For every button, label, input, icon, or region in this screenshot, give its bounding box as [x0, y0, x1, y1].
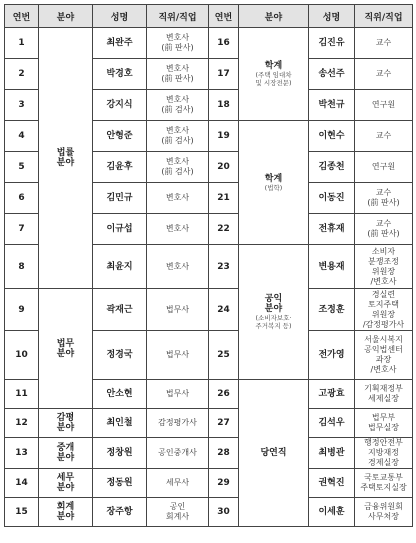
- member-role: 변호사 (前 검사): [147, 90, 209, 121]
- member-name: 이세훈: [309, 498, 355, 527]
- member-name: 안소현: [93, 380, 147, 409]
- table-row: [5, 469, 413, 498]
- header-field-right: 분야: [239, 5, 309, 28]
- header-row: [5, 5, 413, 28]
- member-role: 변호사: [147, 245, 209, 289]
- member-role: 공인 회계사: [147, 498, 209, 527]
- field-group: 회계 분야: [39, 498, 93, 527]
- member-name: 이규섭: [93, 214, 147, 245]
- member-role: 법무사: [147, 331, 209, 380]
- row-number: 21: [209, 183, 239, 214]
- member-name: 전가영: [309, 331, 355, 380]
- row-number: 19: [209, 121, 239, 152]
- row-number: 16: [209, 28, 239, 59]
- member-role: 감정평가사: [147, 409, 209, 438]
- row-number: 28: [209, 438, 239, 469]
- field-group: 공익 분야 (소비자보호· 주거복지 등): [239, 245, 309, 380]
- member-name: 안형준: [93, 121, 147, 152]
- member-name: 김민규: [93, 183, 147, 214]
- member-role: 서울시복지 공익법센터 과장 /변호사: [355, 331, 413, 380]
- header-name-right: 성명: [309, 5, 355, 28]
- row-number: 4: [5, 121, 39, 152]
- member-role: 법무사: [147, 380, 209, 409]
- field-group: 감평 분야: [39, 409, 93, 438]
- row-number: 27: [209, 409, 239, 438]
- member-role: 교수: [355, 59, 413, 90]
- member-role: 공인중개사: [147, 438, 209, 469]
- member-name: 권혁진: [309, 469, 355, 498]
- field-group: 학계 (주택 임대차 및 시장전문): [239, 28, 309, 121]
- row-number: 17: [209, 59, 239, 90]
- member-name: 김석우: [309, 409, 355, 438]
- header-role-left: 직위/직업: [147, 5, 209, 28]
- member-name: 곽재근: [93, 289, 147, 331]
- row-number: 14: [5, 469, 39, 498]
- row-number: 11: [5, 380, 39, 409]
- field-note: (법학): [264, 183, 283, 192]
- row-number: 25: [209, 331, 239, 380]
- member-role: 연구원: [355, 152, 413, 183]
- member-name: 김종천: [309, 152, 355, 183]
- row-number: 29: [209, 469, 239, 498]
- member-role: 연구원: [355, 90, 413, 121]
- row-number: 12: [5, 409, 39, 438]
- member-role: 세무사: [147, 469, 209, 498]
- member-name: 김윤후: [93, 152, 147, 183]
- member-role: 경실련 토지주택 위원장 /감정평가사: [355, 289, 413, 331]
- field-group: 학계 (법학): [239, 121, 309, 245]
- member-name: 장주항: [93, 498, 147, 527]
- member-role: 변호사 (前 검사): [147, 152, 209, 183]
- member-role: 소비자 분쟁조정 위원장 /변호사: [355, 245, 413, 289]
- row-number: 3: [5, 90, 39, 121]
- member-name: 고광효: [309, 380, 355, 409]
- row-number: 6: [5, 183, 39, 214]
- row-number: 20: [209, 152, 239, 183]
- member-role: 행정안전부 지방재정 경제실장: [355, 438, 413, 469]
- row-number: 7: [5, 214, 39, 245]
- header-field-left: 분야: [39, 5, 93, 28]
- member-name: 최완주: [93, 28, 147, 59]
- table-row: [5, 438, 413, 469]
- member-role: 기획재정부 세제실장: [355, 380, 413, 409]
- row-number: 24: [209, 289, 239, 331]
- row-number: 26: [209, 380, 239, 409]
- member-name: 박경호: [93, 59, 147, 90]
- row-number: 8: [5, 245, 39, 289]
- member-name: 최윤지: [93, 245, 147, 289]
- header-name-left: 성명: [93, 5, 147, 28]
- member-name: 이동진: [309, 183, 355, 214]
- table-row: [5, 409, 413, 438]
- member-role: 변호사 (前 검사): [147, 121, 209, 152]
- member-role: 변호사 (前 판사): [147, 59, 209, 90]
- member-name: 이현수: [309, 121, 355, 152]
- row-number: 18: [209, 90, 239, 121]
- row-number: 22: [209, 214, 239, 245]
- member-role: 국토교통부 주택토지실장: [355, 469, 413, 498]
- member-name: 전휴재: [309, 214, 355, 245]
- row-number: 9: [5, 289, 39, 331]
- member-role: 변호사: [147, 214, 209, 245]
- member-role: 법무부 법무실장: [355, 409, 413, 438]
- field-group: 중개 분야: [39, 438, 93, 469]
- member-role: 변호사: [147, 183, 209, 214]
- member-name: 조정훈: [309, 289, 355, 331]
- row-number: 30: [209, 498, 239, 527]
- row-number: 5: [5, 152, 39, 183]
- field-note: (소비자보호· 주거복지 등): [255, 314, 292, 330]
- member-name: 정동원: [93, 469, 147, 498]
- member-name: 강지식: [93, 90, 147, 121]
- row-number: 1: [5, 28, 39, 59]
- member-role: 법무사: [147, 289, 209, 331]
- header-no-right: 연번: [209, 5, 239, 28]
- member-role: 교수 (前 판사): [355, 183, 413, 214]
- header-no-left: 연번: [5, 5, 39, 28]
- field-group: 당연직: [239, 380, 309, 527]
- member-name: 박천규: [309, 90, 355, 121]
- row-number: 23: [209, 245, 239, 289]
- member-role: 금융위원회 사무처장: [355, 498, 413, 527]
- table-row: [5, 28, 413, 59]
- member-role: 교수: [355, 28, 413, 59]
- committee-roster: [4, 4, 413, 527]
- field-group: 법률 분야: [39, 28, 93, 289]
- header-role-right: 직위/직업: [355, 5, 413, 28]
- member-role: 교수: [355, 121, 413, 152]
- field-note: (주택 임대차 및 시장전문): [255, 71, 292, 87]
- field-group: 세무 분야: [39, 469, 93, 498]
- table-row: [5, 289, 413, 331]
- row-number: 13: [5, 438, 39, 469]
- row-number: 15: [5, 498, 39, 527]
- member-name: 김진유: [309, 28, 355, 59]
- row-number: 10: [5, 331, 39, 380]
- member-name: 정경국: [93, 331, 147, 380]
- member-name: 최병관: [309, 438, 355, 469]
- member-name: 최인철: [93, 409, 147, 438]
- member-name: 정창원: [93, 438, 147, 469]
- member-name: 송선주: [309, 59, 355, 90]
- member-role: 교수 (前 판사): [355, 214, 413, 245]
- member-role: 변호사 (前 판사): [147, 28, 209, 59]
- member-name: 변용재: [309, 245, 355, 289]
- row-number: 2: [5, 59, 39, 90]
- field-group: 법무 분야: [39, 289, 93, 409]
- roster-table: [4, 4, 413, 527]
- table-row: [5, 498, 413, 527]
